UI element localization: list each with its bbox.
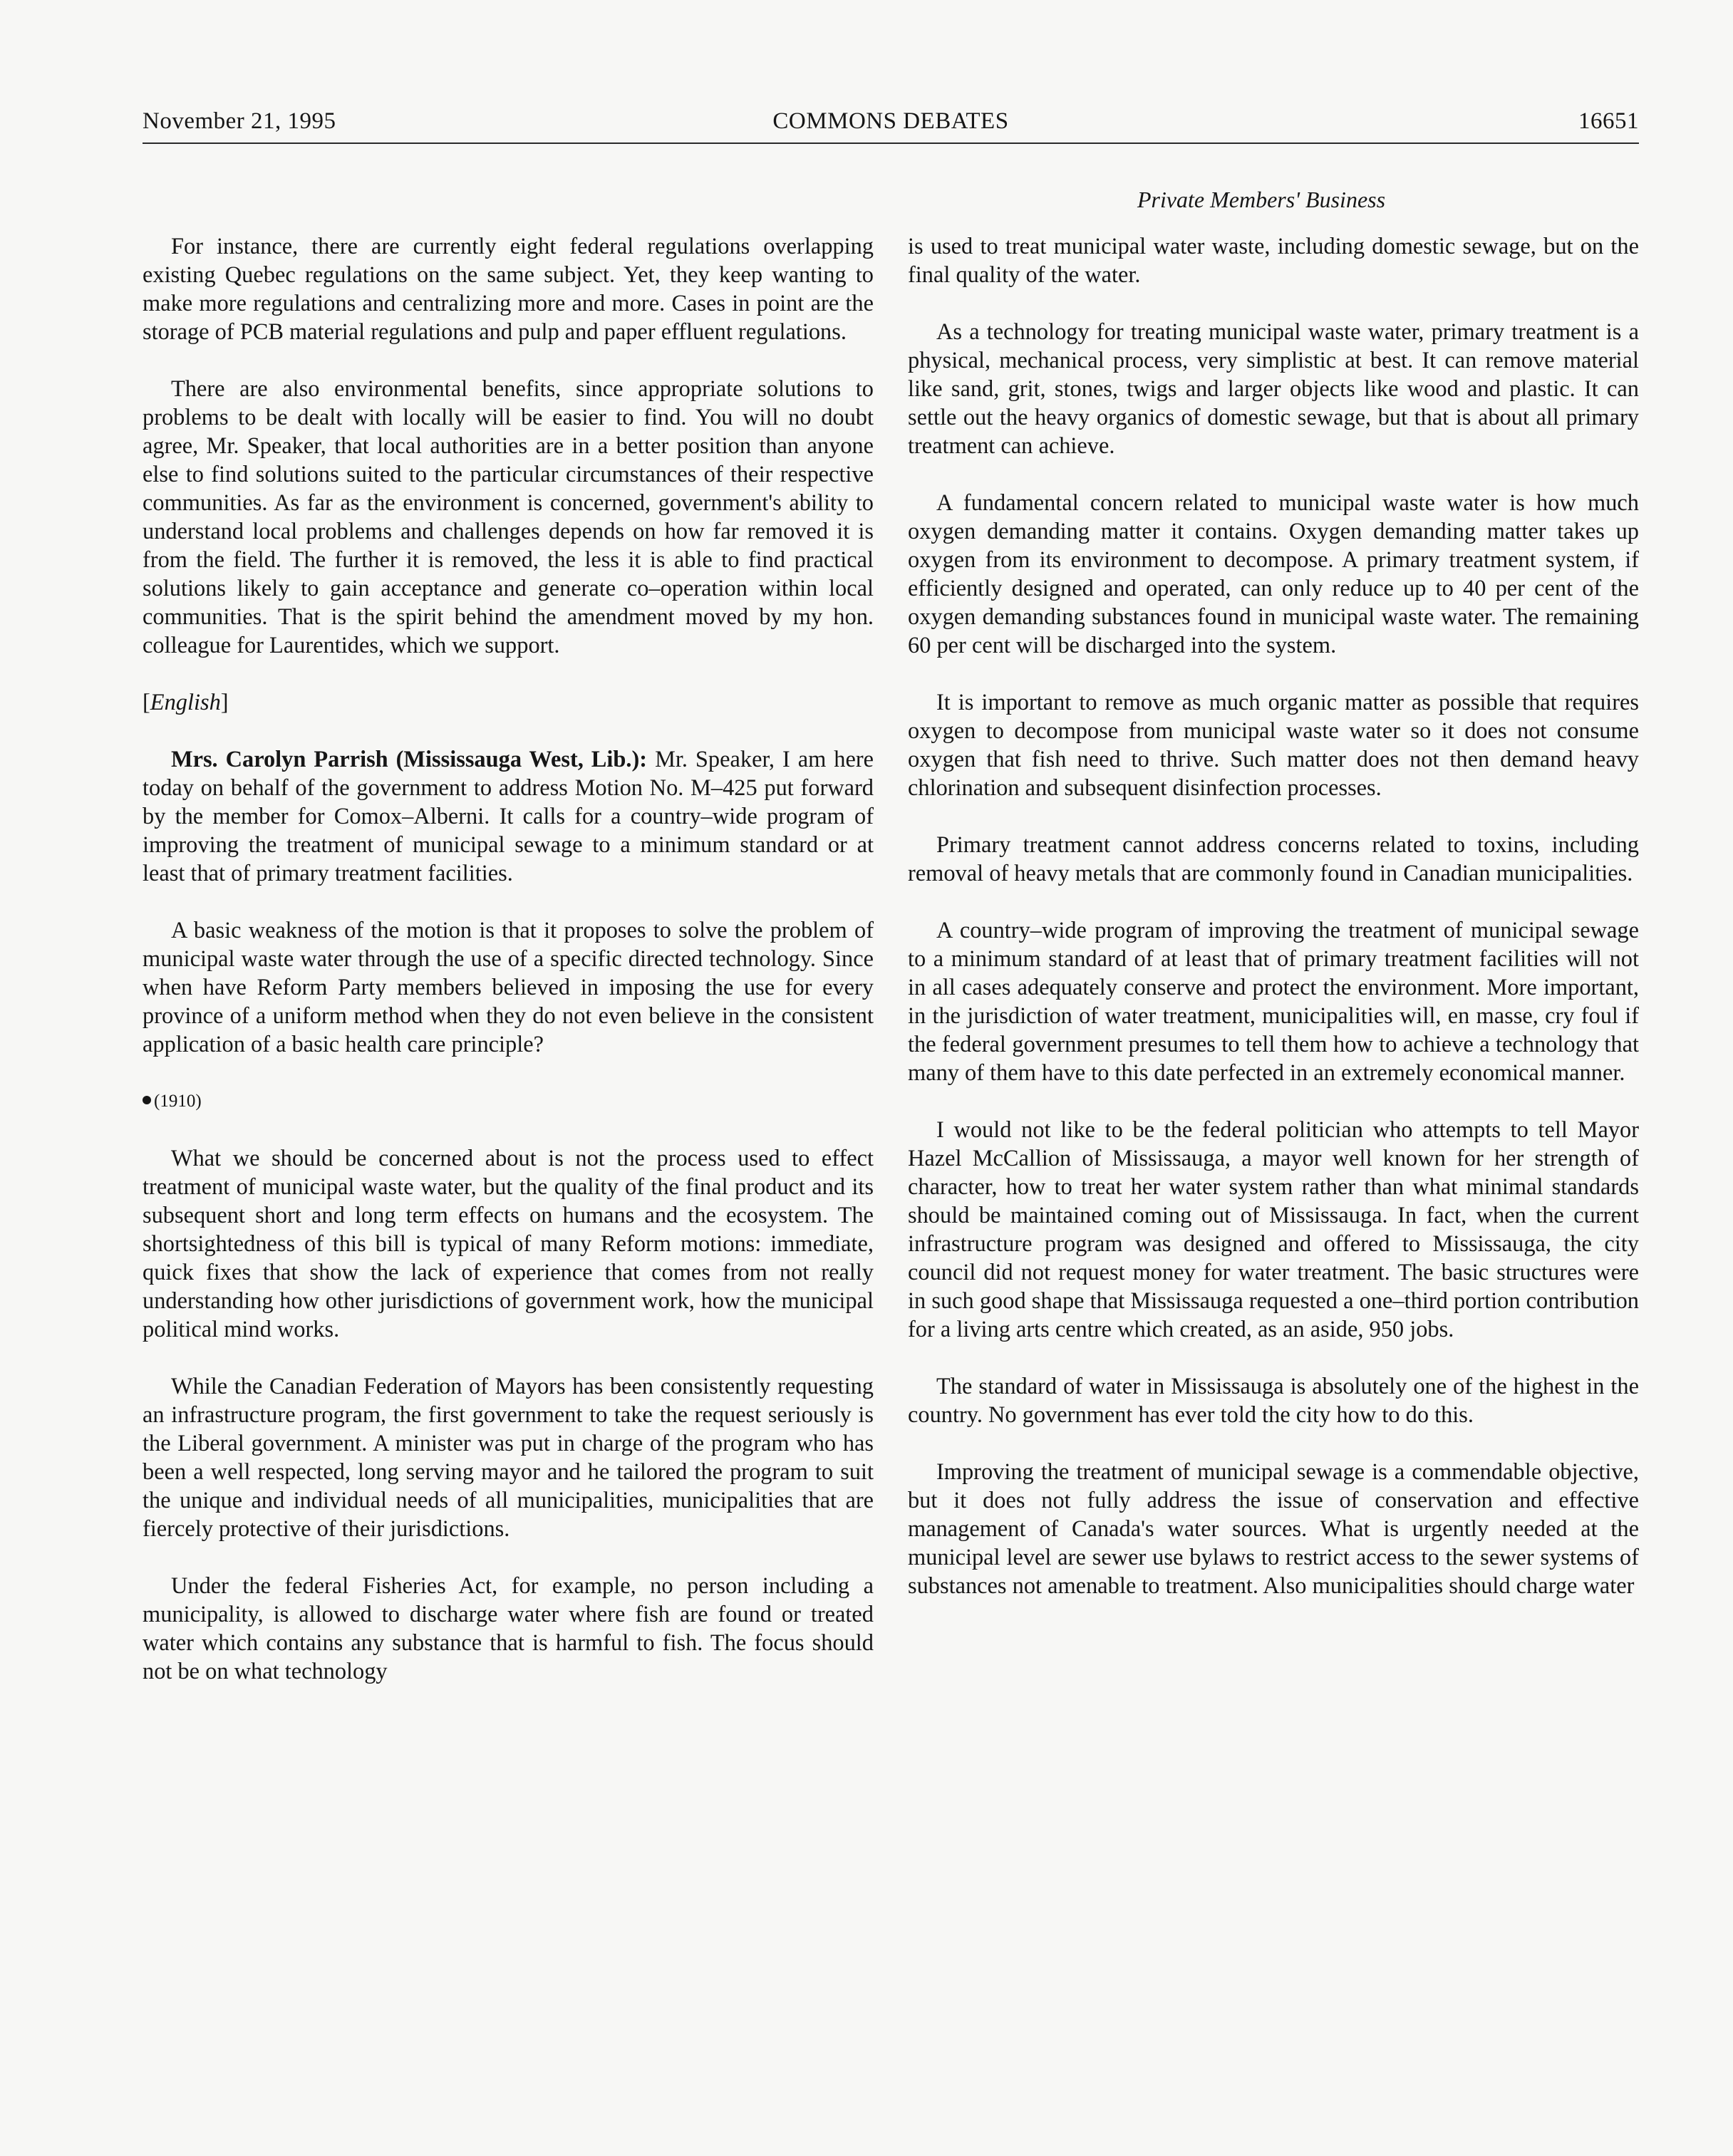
right-column bbox=[908, 232, 1639, 1629]
paragraph: There are also environmental benefits, since appropriate solutions to problems to be dealt with locally will be easier to find. You will no doubt agree, Mr. Speaker, that local authorities are in a better position than anyone else to find solutions suited to the particular circumstances of their respective communities. As far as the environment is concerned, government's ability to understand local problems and challenges depends on how far removed it is from the field. The further it is removed, the less it is able to find practical solutions likely to gain acceptance and generate co–operation within local communities. That is the spirit behind the amendment moved by my hon. colleague for Laurentides, which we support. bbox=[143, 376, 874, 658]
paragraph: The standard of water in Mississauga is absolutely one of the highest in the country. No government has ever told the city how to do this. bbox=[908, 1374, 1639, 1428]
header-publication: COMMONS DEBATES bbox=[772, 108, 1009, 134]
left-column bbox=[143, 232, 874, 1714]
paragraph: is used to treat municipal water waste, including domestic sewage, but on the final quality of the water. bbox=[908, 234, 1639, 288]
page-header bbox=[143, 105, 1639, 144]
language-marker: [English] bbox=[143, 690, 229, 715]
paragraph: A fundamental concern related to municipal waste water is how much oxygen demanding matter it contains. Oxygen demanding matter takes up oxygen from its environment to decompose. A primary treatment system, if efficiently designed and operated, can only reduce up to 40 per cent of the oxygen demanding substances found in municipal waste water. The remaining 60 per cent will be discharged into the system. bbox=[908, 490, 1639, 658]
paragraph: Under the federal Fisheries Act, for example, no person including a municipality, is allowed to discharge water where fish are found or treated water which contains any substance that is harmful to fish. The focus should not be on what technology bbox=[143, 1573, 874, 1684]
paragraph: Improving the treatment of municipal sewage is a commendable objective, but it does not fully address the issue of conservation and effective management of Canada's water sources. What is urgently needed at the municipal level are sewer use bylaws to restrict access to the sewer systems of substances not amenable to treatment. Also municipalities should charge water bbox=[908, 1459, 1639, 1599]
paragraph: What we should be concerned about is not the process used to effect treatment of municipal waste water, but the quality of the final product and its subsequent short and long term effects on humans and the ecosystem. The shortsightedness of this bill is typical of many Reform motions: immediate, quick fixes that show the lack of experience that comes from not really understanding how other jurisdictions of government work, how the municipal political mind works. bbox=[143, 1146, 874, 1342]
paragraph: Primary treatment cannot address concerns related to toxins, including removal of heavy metals that are commonly found in Canadian municipalities. bbox=[908, 832, 1639, 886]
paragraph: It is important to remove as much organic matter as possible that requires oxygen to decompose from municipal waste water so it does not consume oxygen that fish need to thrive. Such matter does not then demand heavy chlorination and subsequent disinfection processes. bbox=[908, 690, 1639, 801]
header-page-number: 16651 bbox=[1578, 108, 1639, 134]
header-date: November 21, 1995 bbox=[143, 108, 336, 134]
paragraph: While the Canadian Federation of Mayors has been consistently requesting an infrastructure program, the first government to take the request seriously is the Liberal government. A minister was put in charge of the program who has been a well respected, long serving mayor and he tailored the program to suit the unique and individual needs of all municipalities, municipalities that are fiercely protective of their jurisdictions. bbox=[143, 1374, 874, 1542]
timestamp: (1910) bbox=[143, 1087, 874, 1116]
speech-paragraph bbox=[143, 745, 874, 888]
paragraph: A country–wide program of improving the treatment of municipal sewage to a minimum standard of at least that of primary treatment facilities will not in all cases adequately conserve and protect the environment. More important, in the jurisdiction of water treatment, municipalities will, en masse, cry foul if the federal government presumes to tell them how to achieve a technology that many of them have to this date perfected in an extremely economical manner. bbox=[908, 918, 1639, 1086]
bullet-icon bbox=[143, 1096, 151, 1104]
section-title: Private Members' Business bbox=[1137, 187, 1386, 212]
paragraph: A basic weakness of the motion is that it proposes to solve the problem of municipal waste water through the use of a specific directed technology. Since when have Reform Party members believed in imposing the use for every province of a uniform method when they do not even believe in the consistent application of a basic health care principle? bbox=[143, 918, 874, 1057]
paragraph: I would not like to be the federal politician who attempts to tell Mayor Hazel McCallion of Mississauga, a mayor well known for her strength of character, how to treat her water system rather than what minimal standards should be maintained coming out of Mississauga. In fact, when the current infrastructure program was designed and offered to Mississauga, the city council did not request money for water treatment. The basic structures were in such good shape that Mississauga requested a one–third portion contribution for a living arts centre which created, as an aside, 950 jobs. bbox=[908, 1117, 1639, 1342]
speech-text: Mr. Speaker, I am here today on behalf of the government to address Motion No. M–425 put forward by the member for Comox–Alberni. It calls for a country–wide program of improving the treatment of municipal sewage to a minimum standard or at least that of primary treatment facilities. bbox=[143, 747, 874, 886]
speaker-name: Mrs. Carolyn Parrish (Mississauga West, Lib.): bbox=[171, 747, 648, 772]
paragraph: As a technology for treating municipal waste water, primary treatment is a physical, mechanical process, very simplistic at best. It can remove material like sand, grit, stones, twigs and larger objects like wood and plastic. It can settle out the heavy organics of domestic sewage, but that is about all primary treatment can achieve. bbox=[908, 319, 1639, 459]
paragraph: For instance, there are currently eight federal regulations overlapping existing Quebec regulations on the same subject. Yet, they keep wanting to make more regulations and centralizing more and more. Cases in point are the storage of PCB material regulations and pulp and paper effluent regulations. bbox=[143, 234, 874, 345]
